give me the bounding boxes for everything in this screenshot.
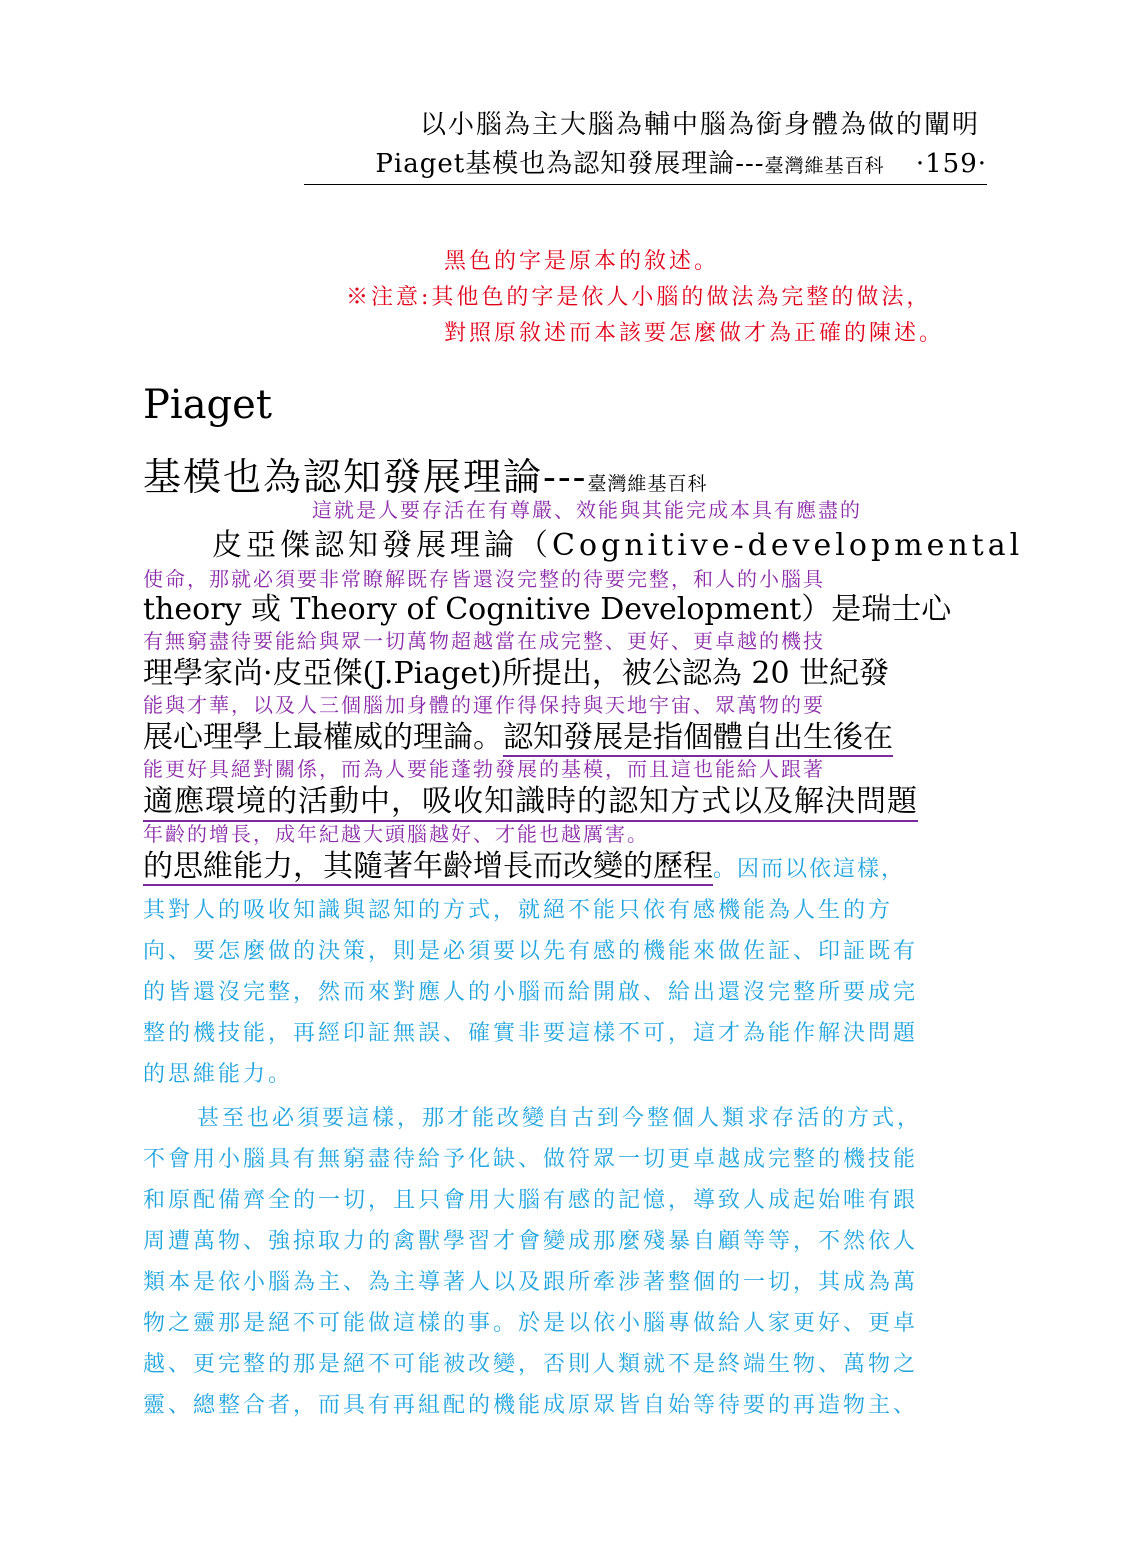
- annotation-line-6: 年齡的增長，成年紀越大頭腦越好、才能也越厲害。: [143, 822, 649, 846]
- annotation-line-1: 這就是人要存活在有尊嚴、效能與其能完成本具有應盡的: [312, 498, 862, 522]
- paragraph-1-line: 向、要怎麼做的決策，則是必須要以先有感的機能來做佐証、印証既有: [143, 939, 919, 964]
- original-line-6-text: 的思維能力，其隨著年齡增長而改變的歷程: [143, 849, 713, 884]
- header-subtitle-source: 臺灣維基百科: [764, 155, 885, 177]
- subtitle-main: 基模也為認知發展理論---: [143, 455, 588, 499]
- page-number: ·159·: [915, 149, 987, 179]
- paragraph-2-line: 類本是依小腦為主、為主導著人以及跟所牽涉著整個的一切，其成為萬: [143, 1270, 919, 1295]
- cyan-tail: 。因而以依這樣，: [713, 857, 906, 882]
- page-subtitle: [143, 446, 708, 501]
- paragraph-1-line: 其對人的吸收知識與認知的方式，就絕不能只依有感機能為人生的方: [143, 898, 894, 923]
- original-line-3: 理學家尚·皮亞傑(J.Piaget)所提出，被公認為 20 世紀發: [143, 656, 890, 691]
- paragraph-2-line: 周遭萬物、強掠取力的禽獸學習才會變成那麼殘暴自顧等等，不然依人: [143, 1229, 919, 1254]
- paragraph-2-line: 甚至也必須要這樣，那才能改變自古到今整個人類求存活的方式，: [197, 1106, 923, 1131]
- annotation-line-4: 能與才華，以及人三個腦加身體的運作得保持與天地宇宙、眾萬物的要: [143, 693, 825, 717]
- paragraph-2-line: 靈、總整合者，而具有再組配的機能成原眾皆自始等待要的再造物主、: [143, 1393, 919, 1418]
- annotation-line-5: 能更好具絕對關係，而為人要能蓬勃發展的基模，而且這也能給人跟著: [143, 757, 825, 781]
- original-line-2: theory 或 Theory of Cognitive Development）是瑞士心: [143, 592, 952, 627]
- original-line-4: [143, 712, 893, 756]
- original-line-4a: 展心理學上最權威的理論。: [143, 720, 503, 755]
- original-line-6: [143, 841, 905, 885]
- paragraph-1-line: 的思維能力。: [143, 1062, 294, 1087]
- note-line-2: ※注意:其他色的字是依人小腦的做法為完整的做法，: [346, 285, 932, 310]
- page-title: Piaget: [143, 382, 272, 428]
- running-header-title: 以小腦為主大腦為輔中腦為銜身體為做的闡明: [419, 110, 980, 140]
- paragraph-2-line: 物之靈那是絕不可能做這樣的事。於是以依小腦專做給人家更好、更卓: [143, 1311, 919, 1336]
- annotation-line-2: 使命，那就必須要非常瞭解既存皆還沒完整的待要完整，和人的小腦具: [143, 567, 825, 591]
- paragraph-2-line: 不會用小腦具有無窮盡待給予化缺、做符眾一切更卓越成完整的機技能: [143, 1147, 919, 1172]
- original-line-1: 皮亞傑認知發展理論（Cognitive-developmental: [212, 528, 1024, 563]
- annotation-line-3: 有無窮盡待要能給與眾一切萬物超越當在成完整、更好、更卓越的機技: [143, 629, 825, 653]
- note-line-1: 黑色的字是原本的敘述。: [444, 249, 720, 274]
- paragraph-1-line: 的皆還沒完整，然而來對應人的小腦而給開啟、給出還沒完整所要成完: [143, 980, 919, 1005]
- original-line-5: 適應環境的活動中，吸收知識時的認知方式以及解決問題: [143, 776, 918, 822]
- header-subtitle-main: Piaget基模也為認知發展理論---: [375, 149, 765, 179]
- original-line-4b: 認知發展是指個體自出生後在: [503, 720, 893, 755]
- paragraph-1-line: 整的機技能，再經印証無誤、確實非要這樣不可，這才為能作解決問題: [143, 1021, 919, 1046]
- paragraph-2-line: 和原配備齊全的一切，且只會用大腦有感的記憶，導致人成起始唯有跟: [143, 1188, 919, 1213]
- paragraph-2-line: 越、更完整的那是絕不可能被改變，否則人類就不是終端生物、萬物之: [143, 1352, 919, 1377]
- note-line-3: 對照原敘述而本該要怎麼做才為正確的陳述。: [444, 321, 945, 346]
- running-header-subtitle: [304, 143, 987, 185]
- subtitle-source: 臺灣維基百科: [587, 473, 708, 495]
